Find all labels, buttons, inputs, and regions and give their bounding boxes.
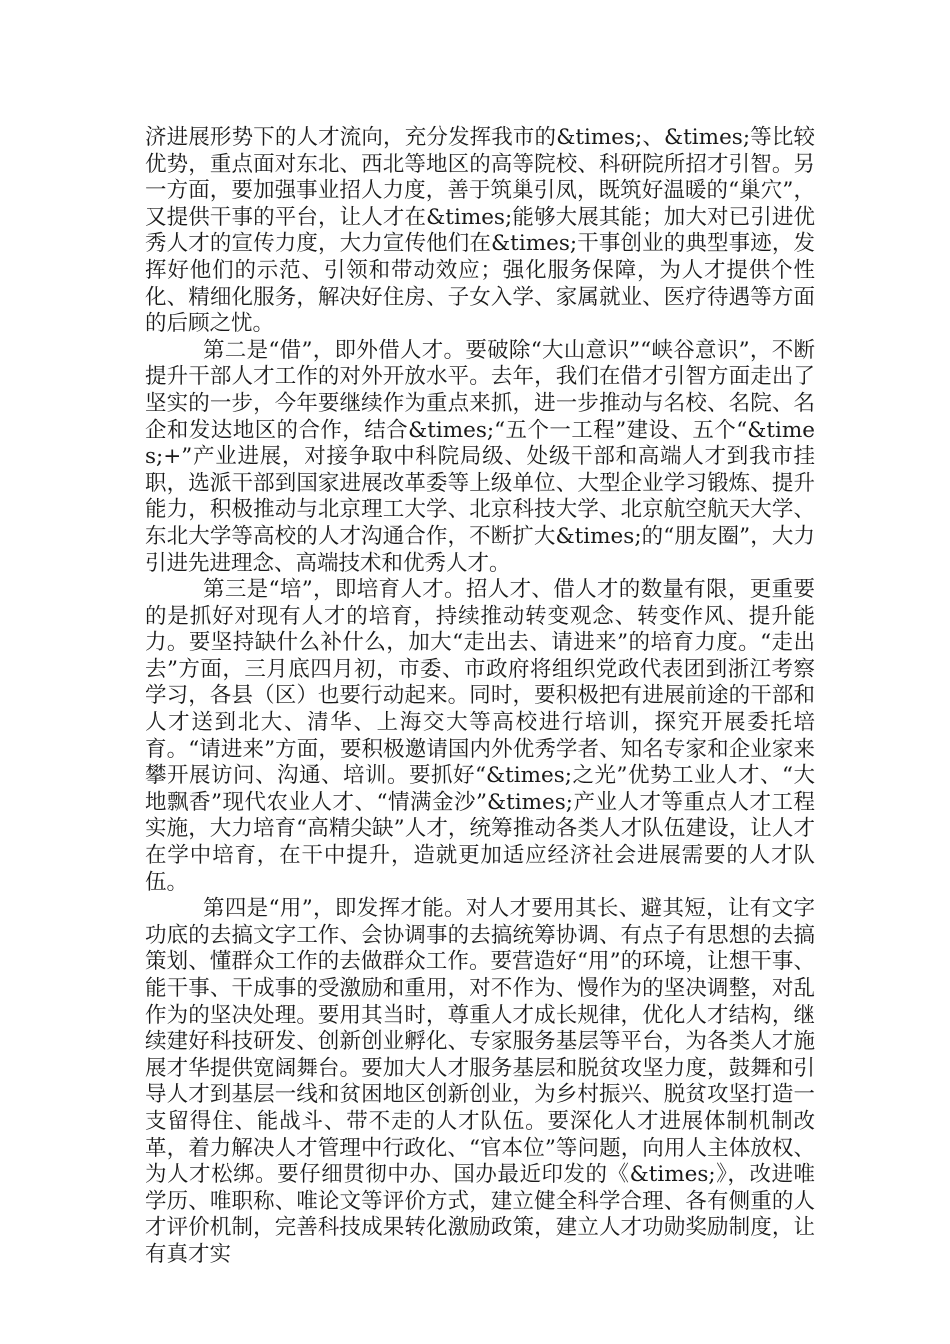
paragraph-4: 第四是“用”，即发挥才能。对人才要用其长、避其短，让有文字功底的去搞文字工作、会协调事的去搞统筹协调、有点子有思想的去搞策划、懂群众工作的去做群众工作。要营造好“用”的环境，让想干事、能干事、干成事的受激励和重用，对不作为、慢作为的坚决调整，对乱作为的坚决处理。要用其当时，尊重人才成长规律，优化人才结构，继续建好科技研发、创新创业孵化、专家服务基层等平台，为各类人才施展才华提供宽阔舞台。要加大人才服务基层和脱贫攻坚力度，鼓舞和引导人才到基层一线和贫困地区创新创业，为乡村振兴、脱贫攻坚打造一支留得住、能战斗、带不走的人才队伍。要深化人才进展体制机制改革，着力解决人才管理中行政化、“官本位”等问题，向用人主体放权、为人才松绑。要仔细贯彻中办、国办最近印发的《&times;》，改进唯学历、唯职称、唯论文等评价方式，建立健全科学合理、各有侧重的人才评价机制，完善科技成果转化激励政策，建立人才功勋奖励制度，让有真才实 [145, 896, 815, 1267]
document-page [145, 125, 815, 1269]
paragraph-1: 济进展形势下的人才流向，充分发挥我市的&times;、&times;等比较优势，重点面对东北、西北等地区的高等院校、科研院所招才引智。另一方面，要加强事业招人力度，善于筑巢引凤，既筑好温暖的“巢穴”，又提供干事的平台，让人才在&times;能够大展其能；加大对已引进优秀人才的宣传力度，大力宣传他们在&times;干事创业的典型事迹，发挥好他们的示范、引领和带动效应；强化服务保障，为人才提供个性化、精细化服务，解决好住房、子女入学、家属就业、医疗待遇等方面的后顾之忧。 [145, 125, 815, 337]
paragraph-2: 第二是“借”，即外借人才。要破除“大山意识”“峡谷意识”，不断提升干部人才工作的对外开放水平。去年，我们在借才引智方面走出了坚实的一步，今年要继续作为重点来抓，进一步推动与名校、名院、名企和发达地区的合作，结合&times;“五个一工程”建设、五个“&times;+”产业进展，对接争取中科院局级、处级干部和高端人才到我市挂职，选派干部到国家进展改革委等上级单位、大型企业学习锻炼、提升能力，积极推动与北京理工大学、北京科技大学、北京航空航天大学、东北大学等高校的人才沟通合作，不断扩大&times;的“朋友圈”，大力引进先进理念、高端技术和优秀人才。 [145, 337, 815, 576]
paragraph-3: 第三是“培”，即培育人才。招人才、借人才的数量有限，更重要的是抓好对现有人才的培育，持续推动转变观念、转变作风、提升能力。要坚持缺什么补什么，加大“走出去、请进来”的培育力度。“走出去”方面，三月底四月初，市委、市政府将组织党政代表团到浙江考察学习，各县（区）也要行动起来。同时，要积极把有进展前途的干部和人才送到北大、清华、上海交大等高校进行培训，探究开展委托培育。“请进来”方面，要积极邀请国内外优秀学者、知名专家和企业家来攀开展访问、沟通、培训。要抓好“&times;之光”优势工业人才、“大地飘香”现代农业人才、“情满金沙”&times;产业人才等重点人才工程实施，大力培育“高精尖缺”人才，统筹推动各类人才队伍建设，让人才在学中培育，在干中提升，造就更加适应经济社会进展需要的人才队伍。 [145, 577, 815, 895]
